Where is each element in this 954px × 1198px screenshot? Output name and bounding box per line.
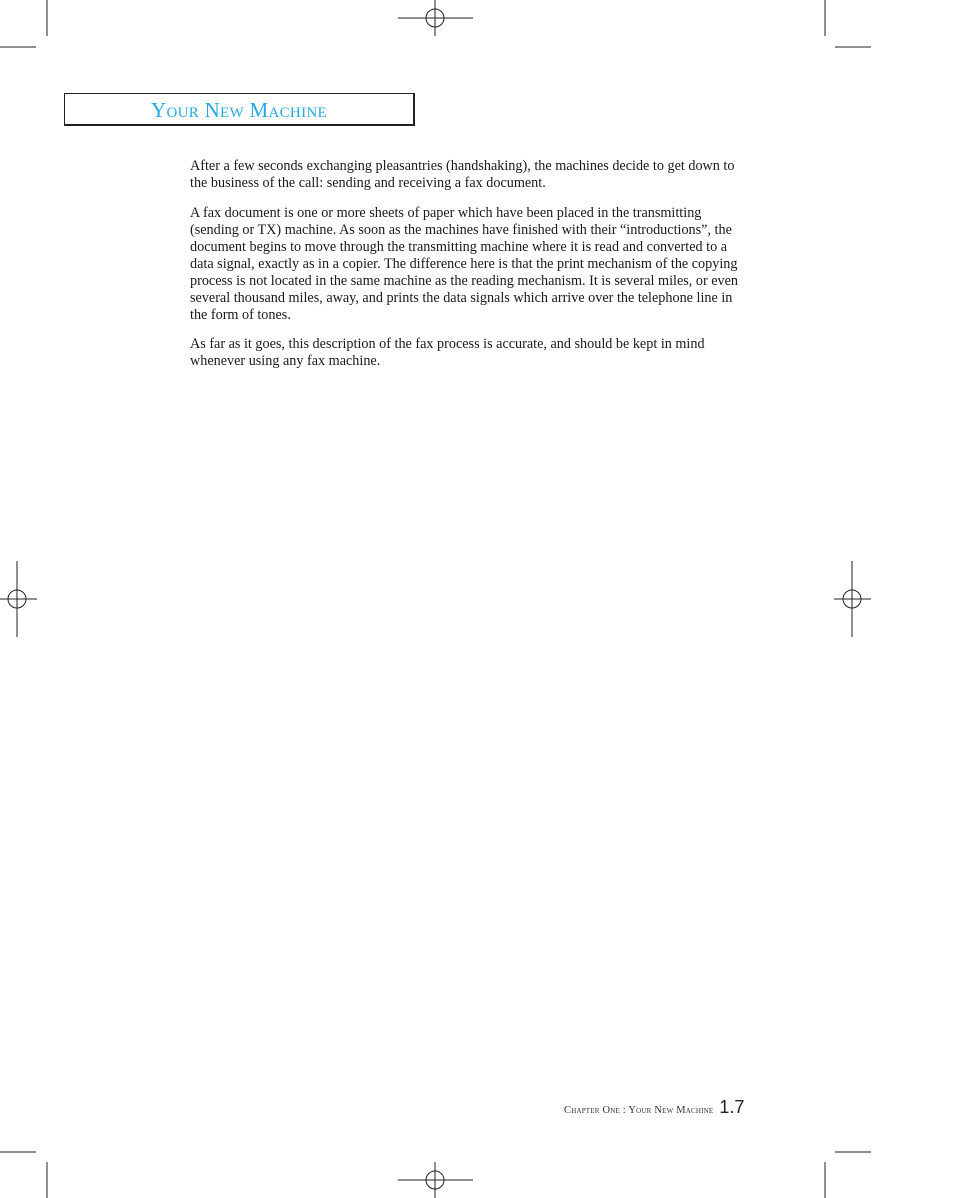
footer-chapter-label: Chapter One : Your New Machine bbox=[564, 1105, 714, 1116]
page-footer bbox=[564, 1097, 744, 1118]
body-text bbox=[190, 158, 750, 383]
section-header-box bbox=[64, 93, 415, 126]
paragraph-handshaking: After a few seconds exchanging pleasantries (handshaking), the machines decide to get down to the business of the call: sending and receiving a fax document. bbox=[190, 158, 735, 191]
section-title: Your New Machine bbox=[151, 98, 327, 122]
paragraph-fax-document: A fax document is one or more sheets of paper which have been placed in the transmitting (sending or TX) machine. As soon as the machines have finished with their “introductions”, the document begins to move through the transmitting machine where it is read and converted to a data signal, exactly as in a copier. The difference here is that the print mechanism of the copying process is not located in the same machine as the reading mechanism. It is several miles, or even several thousand miles, away, and prints the data signals which arrive over the telephone line in the form of tones. bbox=[190, 204, 739, 323]
paragraph-summary: As far as it goes, this description of the fax process is accurate, and should be kept in mind whenever using any fax machine. bbox=[190, 336, 705, 369]
page-number: 1.7 bbox=[719, 1097, 745, 1117]
